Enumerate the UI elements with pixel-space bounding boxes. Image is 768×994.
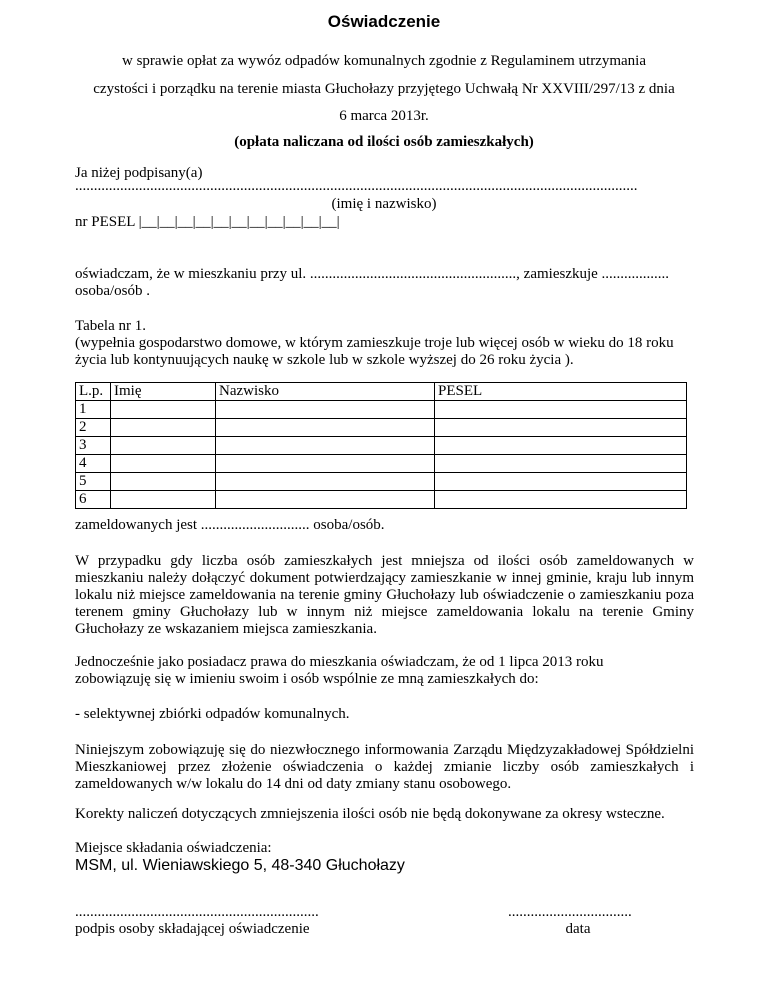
row-number: 1 xyxy=(76,401,111,419)
pesel-input-line[interactable]: nr PESEL |__|__|__|__|__|__|__|__|__|__|__| xyxy=(75,214,340,230)
pesel-cell[interactable] xyxy=(435,419,687,437)
first-name-cell[interactable] xyxy=(111,473,216,491)
table-row xyxy=(76,437,687,455)
first-name-cell[interactable] xyxy=(111,437,216,455)
table-row xyxy=(76,473,687,491)
header-lp: L.p. xyxy=(76,383,111,401)
row-number: 2 xyxy=(76,419,111,437)
residence-line[interactable]: oświadczam, że w mieszkaniu przy ul. ......................................................., zamieszkuje .................. xyxy=(75,266,670,282)
pesel-cell[interactable] xyxy=(435,473,687,491)
table-description-1: (wypełnia gospodarstwo domowe, w którym zamieszkuje troje lub więcej osób w wieku do 18 roku xyxy=(75,335,674,351)
residence-line-2: osoba/osób . xyxy=(75,283,150,299)
table-header-row xyxy=(76,383,687,401)
last-name-cell[interactable] xyxy=(216,401,435,419)
table-row xyxy=(76,419,687,437)
row-number: 4 xyxy=(76,455,111,473)
document-title: Oświadczenie xyxy=(327,12,441,31)
subtitle-bold: (opłata naliczana od ilości osób zamieszkałych) xyxy=(234,134,534,150)
first-name-cell[interactable] xyxy=(111,491,216,509)
table-row xyxy=(76,491,687,509)
subtitle-line-1: w sprawie opłat za wywóz odpadów komunalnych zgodnie z Regulaminem utrzymania xyxy=(121,53,646,69)
header-first-name: Imię xyxy=(111,383,216,401)
name-input-line[interactable]: ...................................................................................................................................................... xyxy=(75,178,638,194)
date-label: data xyxy=(565,921,591,937)
subtitle-line-3: 6 marca 2013r. xyxy=(339,108,429,124)
row-number: 6 xyxy=(76,491,111,509)
persons-table xyxy=(75,382,687,509)
submission-address: MSM, ul. Wieniawskiego 5, 48-340 Głuchołazy xyxy=(75,857,405,874)
table-description-2: życia lub kontynuujących naukę w szkole lub w szkole wyższej do 26 roku życia ). xyxy=(75,352,574,368)
registered-count-line[interactable]: zameldowanych jest ............................. osoba/osób. xyxy=(75,517,385,533)
declarant-intro: Ja niżej podpisany(a) xyxy=(75,165,203,181)
last-name-cell[interactable] xyxy=(216,491,435,509)
signature-label: podpis osoby składającej oświadczenie xyxy=(75,921,310,937)
obligation-line-1: Jednocześnie jako posiadacz prawa do mieszkania oświadczam, że od 1 lipca 2013 roku xyxy=(75,654,604,670)
paragraph-residence-proof: W przypadku gdy liczba osób zamieszkałych jest mniejsza od ilości osób zameldowanych w mieszkaniu należy dołączyć dokument potwierdzający zamieszkanie w innej gminie, kraju lub innym lokalu niż miejsce zameldowania na terenie gminy Głuchołazy lub oświadczenie o zamieszkaniu poza terenem gminy Głuchołazy lub w innym niż miejsce zameldowania lokalu na terenie Gminy Głuchołazy ze wskazaniem miejsca zamieszkania. xyxy=(75,553,694,637)
first-name-cell[interactable] xyxy=(111,419,216,437)
table-row xyxy=(76,455,687,473)
pesel-cell[interactable] xyxy=(435,401,687,419)
last-name-cell[interactable] xyxy=(216,455,435,473)
first-name-cell[interactable] xyxy=(111,455,216,473)
row-number: 5 xyxy=(76,473,111,491)
header-last-name: Nazwisko xyxy=(216,383,435,401)
paragraph-notification: Niniejszym zobowiązuję się do niezwłocznego informowania Zarządu Międzyzakładowej Spółdzielni Mieszkaniowej przez złożenie oświadczenia o każdej zmianie liczby osób zamieszkałych i zameldowanych w/w lokalu do 14 dni od daty zmiany stanu osobowego. xyxy=(75,742,694,792)
pesel-cell[interactable] xyxy=(435,455,687,473)
last-name-cell[interactable] xyxy=(216,437,435,455)
subtitle-line-2: czystości i porządku na terenie miasta Głuchołazy przyjętego Uchwałą Nr XXVIII/297/13 z dnia xyxy=(93,81,675,97)
obligation-line-2: zobowiązuję się w imieniu swoim i osób wspólnie ze mną zamieszkałych do: xyxy=(75,671,539,687)
first-name-cell[interactable] xyxy=(111,401,216,419)
row-number: 3 xyxy=(76,437,111,455)
paragraph-corrections: Korekty naliczeń dotyczących zmniejszenia ilości osób nie będą dokonywane za okresy wsteczne. xyxy=(75,806,665,822)
name-caption: (imię i nazwisko) xyxy=(331,196,437,212)
last-name-cell[interactable] xyxy=(216,419,435,437)
pesel-cell[interactable] xyxy=(435,437,687,455)
header-pesel: PESEL xyxy=(435,383,687,401)
table-row xyxy=(76,401,687,419)
submission-label: Miejsce składania oświadczenia: xyxy=(75,840,272,856)
selective-collection-item: - selektywnej zbiórki odpadów komunalnych. xyxy=(75,706,350,722)
signature-line[interactable]: ................................................................. xyxy=(75,904,319,920)
pesel-cell[interactable] xyxy=(435,491,687,509)
date-line[interactable]: ................................. xyxy=(508,904,632,920)
table-label: Tabela nr 1. xyxy=(75,318,147,334)
last-name-cell[interactable] xyxy=(216,473,435,491)
